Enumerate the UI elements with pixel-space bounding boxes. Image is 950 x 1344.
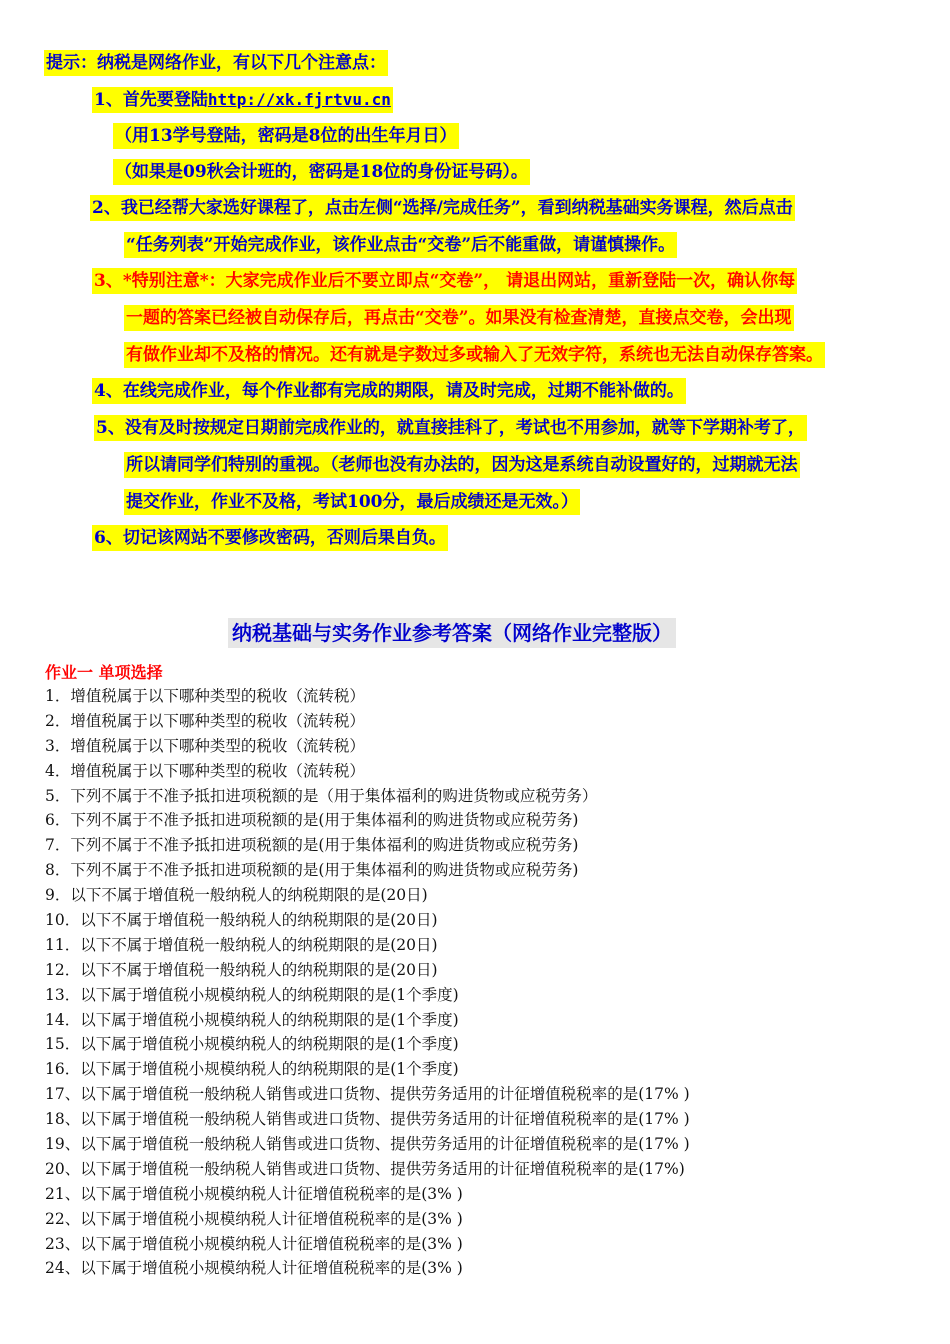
question-item: 16．以下属于增值税小规模纳税人的纳税期限的是(1个季度)	[45, 1060, 459, 1079]
question-item: 7．下列不属于不准予抵扣进项税额的是(用于集体福利的购进货物或应税劳务)	[45, 836, 579, 855]
notice-item-6: 6、切记该网站不要修改密码，否则后果自负。	[92, 525, 448, 551]
question-item: 13．以下属于增值税小规模纳税人的纳税期限的是(1个季度)	[45, 985, 459, 1004]
section-heading: 作业一 单项选择	[45, 663, 163, 682]
question-item: 5．下列不属于不准予抵扣进项税额的是（用于集体福利的购进货物或应税劳务）	[45, 786, 598, 805]
question-item: 1．增值税属于以下哪种类型的税收（流转税）	[45, 687, 365, 705]
question-item: 9．以下不属于增值税一般纳税人的纳税期限的是(20日)	[45, 886, 428, 905]
question-item: 10．以下不属于增值税一般纳税人的纳税期限的是(20日)	[45, 911, 438, 930]
login-link[interactable]: http://xk.fjrtvu.cn	[207, 90, 391, 109]
question-item: 15．以下属于增值税小规模纳税人的纳税期限的是(1个季度)	[45, 1035, 459, 1054]
question-item: 21、以下属于增值税小规模纳税人计征增值税税率的是(3% )	[45, 1184, 463, 1203]
document-title: 纳税基础与实务作业参考答案（网络作业完整版）	[228, 618, 676, 648]
question-item: 4．增值税属于以下哪种类型的税收（流转税）	[45, 761, 365, 780]
question-item: 3．增值税属于以下哪种类型的税收（流转税）	[45, 736, 365, 755]
question-item: 6．下列不属于不准予抵扣进项税额的是(用于集体福利的购进货物或应税劳务)	[45, 811, 579, 830]
question-item: 17、以下属于增值税一般纳税人销售或进口货物、提供劳务适用的计征增值税税率的是(17% )	[45, 1085, 690, 1104]
notice-item-3-line-1: 3、*特别注意*：大家完成作业后不要立即点“交卷”， 请退出网站，重新登陆一次，确认你每	[92, 268, 797, 294]
notice-item-5-line-3: 提交作业，作业不及格，考试100分，最后成绩还是无效。）	[124, 489, 580, 515]
notice-item-1-prefix: 1、首先要登陆	[94, 90, 208, 110]
question-item: 22、以下属于增值税小规模纳税人计征增值税税率的是(3% )	[45, 1209, 463, 1228]
question-list	[45, 684, 690, 1281]
notice-item-1	[92, 87, 393, 113]
question-item: 11．以下不属于增值税一般纳税人的纳税期限的是(20日)	[45, 935, 438, 954]
notice-item-2-line-2: “任务列表”开始完成作业，该作业点击“交卷”后不能重做，请谨慎操作。	[124, 232, 677, 258]
question-item: 14．以下属于增值税小规模纳税人的纳税期限的是(1个季度)	[45, 1010, 459, 1029]
notice-item-4: 4、在线完成作业，每个作业都有完成的期限，请及时完成，过期不能补做的。	[92, 378, 686, 404]
notice-item-2-line-1: 2、我已经帮大家选好课程了，点击左侧“选择/完成任务”，看到纳税基础实务课程，然后点击	[90, 195, 795, 221]
question-item: 18、以下属于增值税一般纳税人销售或进口货物、提供劳务适用的计征增值税税率的是(17% )	[45, 1110, 690, 1129]
notice-item-5-line-2: 所以请同学们特别的重视。（老师也没有办法的，因为这是系统自动设置好的，过期就无法	[124, 452, 800, 478]
question-item: 24、以下属于增值税小规模纳税人计征增值税税率的是(3% )	[45, 1259, 463, 1278]
question-item: 20、以下属于增值税一般纳税人销售或进口货物、提供劳务适用的计征增值税税率的是(17%)	[45, 1159, 685, 1178]
question-item: 8．下列不属于不准予抵扣进项税额的是(用于集体福利的购进货物或应税劳务)	[45, 861, 579, 880]
notice-intro: 提示：纳税是网络作业，有以下几个注意点：	[44, 50, 388, 76]
notice-item-1-note-b: （如果是09秋会计班的，密码是18位的身份证号码）。	[113, 159, 530, 185]
notice-item-3-line-2: 一题的答案已经被自动保存后，再点击“交卷”。如果没有检查清楚，直接点交卷，会出现	[124, 305, 794, 331]
question-item: 12．以下不属于增值税一般纳税人的纳税期限的是(20日)	[45, 960, 438, 979]
notice-item-1-note-a: （用13学号登陆，密码是8位的出生年月日）	[113, 123, 459, 149]
question-item: 2．增值税属于以下哪种类型的税收（流转税）	[45, 711, 365, 730]
notice-item-3-line-3: 有做作业却不及格的情况。还有就是字数过多或输入了无效字符，系统也无法自动保存答案。	[124, 342, 825, 368]
question-item: 19、以下属于增值税一般纳税人销售或进口货物、提供劳务适用的计征增值税税率的是(17% )	[45, 1135, 690, 1154]
question-item: 23、以下属于增值税小规模纳税人计征增值税税率的是(3% )	[45, 1234, 463, 1253]
notice-item-5-line-1: 5、没有及时按规定日期前完成作业的，就直接挂科了，考试也不用参加，就等下学期补考了，	[94, 415, 807, 441]
